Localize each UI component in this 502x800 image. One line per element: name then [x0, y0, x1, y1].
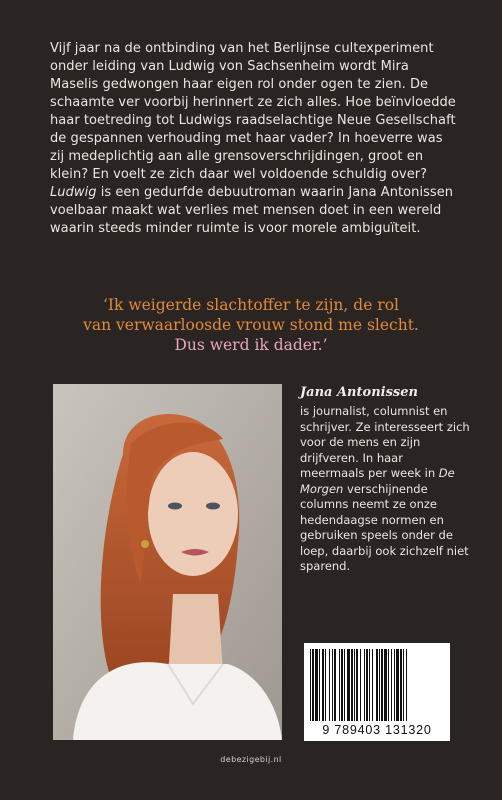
barcode-bar — [341, 649, 343, 721]
quote-line-2: van verwaarloosde vrouw stond me slecht. — [83, 316, 419, 334]
author-photo — [53, 384, 282, 740]
barcode-bar — [319, 649, 320, 721]
barcode-bar — [406, 649, 407, 721]
barcode-bar — [315, 649, 318, 721]
isbn-digits: 9 789403 131320 — [322, 723, 432, 737]
blurb-text-1: Vijf jaar na de ontbinding van het Berlijnse cultexperiment onder leiding van Ludwig von Sachsenheim wordt Mira Maselis gedwongen haar eigen rol onder ogen te zien. De schaamte ver voorbij herinnert ze zich alles. Hoe beïnvloedde haar toetreding tot Ludwigs raadselachtige Neue Gesellschaft de gespannen verhouding met haar vader? In hoeverre was zij medeplichtig aan alle grensoverschrijdingen, groot en klein? En voelt ze zich daar wel voldoende schuldig over? — [50, 41, 456, 182]
quote-line-3: Dus werd ik dader.’ — [174, 336, 328, 354]
bio-newspaper: De Morgen — [300, 466, 455, 496]
barcode-bar — [310, 649, 311, 721]
pull-quote — [0, 295, 502, 355]
barcode-bar — [379, 649, 380, 721]
barcode-bar — [351, 649, 353, 721]
barcode-bar — [366, 649, 368, 721]
isbn-barcode — [304, 643, 450, 741]
publisher-url: debezigebij.nl — [220, 755, 282, 764]
bio-text-2: verschijnende columns neemt ze onze hedendaagse normen en gebruiken speels onder de loep, daarbij ook zichzelf niet sparend. — [300, 481, 469, 573]
barcode-bar — [394, 649, 395, 721]
barcode-bar — [329, 649, 330, 721]
barcode-bar — [339, 649, 340, 721]
barcode-bar — [354, 649, 355, 721]
barcode-bar — [347, 649, 350, 721]
barcode-bars — [304, 649, 450, 725]
barcode-bar — [325, 649, 326, 721]
quote-line-1: ‘Ik weigerde slachtoffer te zijn, de rol — [102, 296, 399, 314]
barcode-bar — [360, 649, 361, 721]
barcode-bar — [356, 649, 358, 721]
barcode-bar — [322, 649, 324, 721]
barcode-bar — [372, 649, 373, 721]
barcode-bar — [332, 649, 333, 721]
barcode-bar — [369, 649, 370, 721]
barcode-bar — [388, 649, 389, 721]
barcode-bar — [376, 649, 378, 721]
barcode-bar — [334, 649, 336, 721]
barcode-bar — [396, 649, 399, 721]
barcode-bar — [400, 649, 402, 721]
bio-text-1: is journalist, columnist en schrijver. Ze interesseert zich voor de mens en zijn drijfveren. In haar meermaals per week in — [300, 404, 470, 480]
barcode-bar — [312, 649, 314, 721]
barcode-bar — [364, 649, 365, 721]
back-cover-blurb — [50, 40, 460, 238]
blurb-text-2: is een gedurfde debuutroman waarin Jana Antonissen voelbaar maakt wat verlies met mensen doet in een wereld waarin steeds minder ruimte is voor morele ambiguïteit. — [50, 185, 454, 236]
barcode-bar — [381, 649, 383, 721]
barcode-bar — [384, 649, 387, 721]
barcode-bar — [403, 649, 404, 721]
author-bio — [300, 404, 470, 575]
barcode-bar — [391, 649, 392, 721]
barcode-bar — [344, 649, 345, 721]
blurb-book-title: Ludwig — [50, 185, 97, 200]
author-name: Jana Antonissen — [300, 385, 418, 400]
